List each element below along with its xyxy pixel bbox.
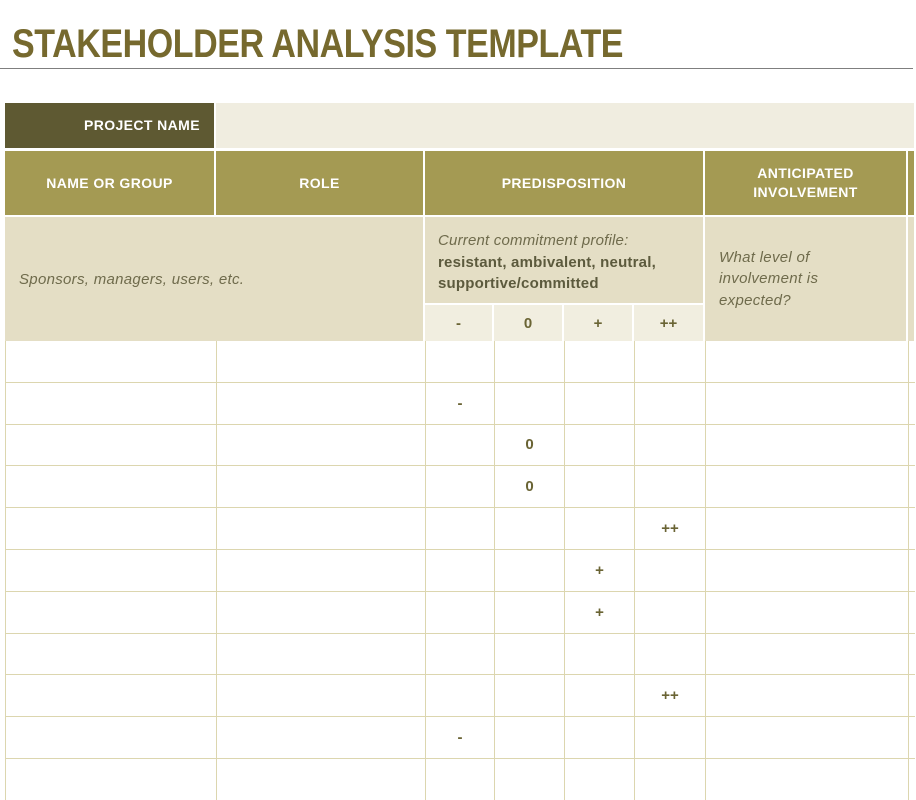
cell-edge-sliver <box>909 592 915 633</box>
cell-anticipated-involvement[interactable] <box>706 466 909 507</box>
cell-name-or-group[interactable] <box>6 675 217 716</box>
cell-anticipated-involvement[interactable] <box>706 717 909 758</box>
cell-scale-minus[interactable] <box>426 341 495 382</box>
cell-name-or-group[interactable] <box>6 717 217 758</box>
cell-scale-minus[interactable] <box>426 634 495 675</box>
cell-anticipated-involvement[interactable] <box>706 675 909 716</box>
scale-header-zero: 0 <box>494 305 562 341</box>
cell-role[interactable] <box>217 717 426 758</box>
cell-edge-sliver <box>909 717 915 758</box>
cell-scale-plusplus[interactable] <box>635 466 706 507</box>
cell-scale-minus[interactable]: - <box>426 383 495 424</box>
cell-edge-sliver <box>909 759 915 800</box>
cell-role[interactable] <box>217 634 426 675</box>
cell-scale-plusplus[interactable] <box>635 550 706 591</box>
name-or-group-hint: Sponsors, managers, users, etc. <box>5 217 423 341</box>
table-row <box>6 383 915 425</box>
cell-anticipated-involvement[interactable] <box>706 508 909 549</box>
table-row <box>6 759 915 800</box>
cell-anticipated-involvement[interactable] <box>706 383 909 424</box>
cell-anticipated-involvement[interactable] <box>706 634 909 675</box>
title-divider <box>0 68 913 69</box>
cell-scale-zero[interactable] <box>495 341 565 382</box>
cell-scale-plusplus[interactable]: ++ <box>635 508 706 549</box>
cell-scale-zero[interactable] <box>495 717 565 758</box>
cell-role[interactable] <box>217 550 426 591</box>
table-row <box>6 717 915 759</box>
cell-scale-plus[interactable] <box>565 717 635 758</box>
predisposition-hint-intro: Current commitment profile: <box>438 232 629 249</box>
cell-name-or-group[interactable] <box>6 508 217 549</box>
cell-scale-plusplus[interactable] <box>635 425 706 466</box>
predisposition-hint-levels: resistant, ambivalent, neutral, supportive/committed <box>438 253 656 292</box>
cell-scale-plus[interactable] <box>565 675 635 716</box>
cell-scale-minus[interactable] <box>426 759 495 800</box>
cell-edge-sliver <box>909 425 915 466</box>
column-header-edge-sliver <box>908 151 914 215</box>
cell-scale-zero[interactable] <box>495 383 565 424</box>
cell-scale-plus[interactable] <box>565 634 635 675</box>
cell-role[interactable] <box>217 759 426 800</box>
cell-anticipated-involvement[interactable] <box>706 341 909 382</box>
cell-scale-zero[interactable] <box>495 508 565 549</box>
cell-name-or-group[interactable] <box>6 425 217 466</box>
cell-name-or-group[interactable] <box>6 592 217 633</box>
cell-scale-zero[interactable] <box>495 550 565 591</box>
table-row <box>6 675 915 717</box>
cell-name-or-group[interactable] <box>6 759 217 800</box>
cell-role[interactable] <box>217 383 426 424</box>
cell-scale-minus[interactable] <box>426 466 495 507</box>
table-row <box>6 425 915 467</box>
cell-scale-plus[interactable] <box>565 759 635 800</box>
cell-name-or-group[interactable] <box>6 466 217 507</box>
table-row <box>6 341 915 383</box>
scale-header-minus: - <box>425 305 492 341</box>
cell-edge-sliver <box>909 341 915 382</box>
column-header-anticipated-involvement: ANTICIPATED INVOLVEMENT <box>705 151 906 215</box>
cell-scale-minus[interactable]: - <box>426 717 495 758</box>
cell-scale-plusplus[interactable] <box>635 634 706 675</box>
cell-edge-sliver <box>909 466 915 507</box>
cell-role[interactable] <box>217 466 426 507</box>
cell-anticipated-involvement[interactable] <box>706 592 909 633</box>
cell-scale-minus[interactable] <box>426 675 495 716</box>
cell-anticipated-involvement[interactable] <box>706 550 909 591</box>
cell-name-or-group[interactable] <box>6 383 217 424</box>
cell-name-or-group[interactable] <box>6 634 217 675</box>
cell-scale-zero[interactable]: 0 <box>495 466 565 507</box>
scale-header-plusplus: ++ <box>634 305 703 341</box>
cell-edge-sliver <box>909 508 915 549</box>
cell-scale-plus[interactable]: + <box>565 592 635 633</box>
cell-scale-zero[interactable] <box>495 759 565 800</box>
cell-scale-plusplus[interactable] <box>635 759 706 800</box>
cell-scale-plus[interactable] <box>565 341 635 382</box>
cell-scale-zero[interactable]: 0 <box>495 425 565 466</box>
hint-edge-sliver <box>908 217 914 341</box>
cell-scale-plus[interactable] <box>565 508 635 549</box>
cell-scale-plusplus[interactable]: ++ <box>635 675 706 716</box>
cell-scale-zero[interactable] <box>495 634 565 675</box>
cell-role[interactable] <box>217 341 426 382</box>
cell-edge-sliver <box>909 550 915 591</box>
cell-name-or-group[interactable] <box>6 550 217 591</box>
data-grid <box>5 341 915 800</box>
scale-header-plus: + <box>564 305 632 341</box>
column-header-predisposition: PREDISPOSITION <box>425 151 703 215</box>
project-name-label: PROJECT NAME <box>5 103 214 148</box>
cell-scale-plusplus[interactable] <box>635 383 706 424</box>
column-header-name-or-group: NAME OR GROUP <box>5 151 214 215</box>
cell-scale-plus[interactable] <box>565 425 635 466</box>
cell-scale-minus[interactable] <box>426 508 495 549</box>
cell-scale-plus[interactable]: + <box>565 550 635 591</box>
cell-edge-sliver <box>909 675 915 716</box>
project-name-input-cell[interactable] <box>216 103 914 148</box>
column-header-role: ROLE <box>216 151 423 215</box>
table-row <box>6 550 915 592</box>
involvement-hint: What level of involvement is expected? <box>705 217 906 341</box>
cell-scale-zero[interactable] <box>495 592 565 633</box>
cell-anticipated-involvement[interactable] <box>706 759 909 800</box>
cell-scale-zero[interactable] <box>495 675 565 716</box>
cell-role[interactable] <box>217 425 426 466</box>
cell-role[interactable] <box>217 592 426 633</box>
cell-edge-sliver <box>909 383 915 424</box>
cell-scale-plus[interactable] <box>565 383 635 424</box>
table-row <box>6 592 915 634</box>
cell-scale-minus[interactable] <box>426 425 495 466</box>
table-row <box>6 466 915 508</box>
cell-role[interactable] <box>217 508 426 549</box>
cell-role[interactable] <box>217 675 426 716</box>
cell-scale-plus[interactable] <box>565 466 635 507</box>
cell-scale-plusplus[interactable] <box>635 717 706 758</box>
cell-scale-minus[interactable] <box>426 550 495 591</box>
page-title: STAKEHOLDER ANALYSIS TEMPLATE <box>12 22 624 66</box>
cell-scale-plusplus[interactable] <box>635 341 706 382</box>
cell-anticipated-involvement[interactable] <box>706 425 909 466</box>
cell-edge-sliver <box>909 634 915 675</box>
cell-scale-minus[interactable] <box>426 592 495 633</box>
predisposition-hint <box>425 217 703 303</box>
table-row <box>6 634 915 676</box>
cell-name-or-group[interactable] <box>6 341 217 382</box>
table-row <box>6 508 915 550</box>
cell-scale-plusplus[interactable] <box>635 592 706 633</box>
